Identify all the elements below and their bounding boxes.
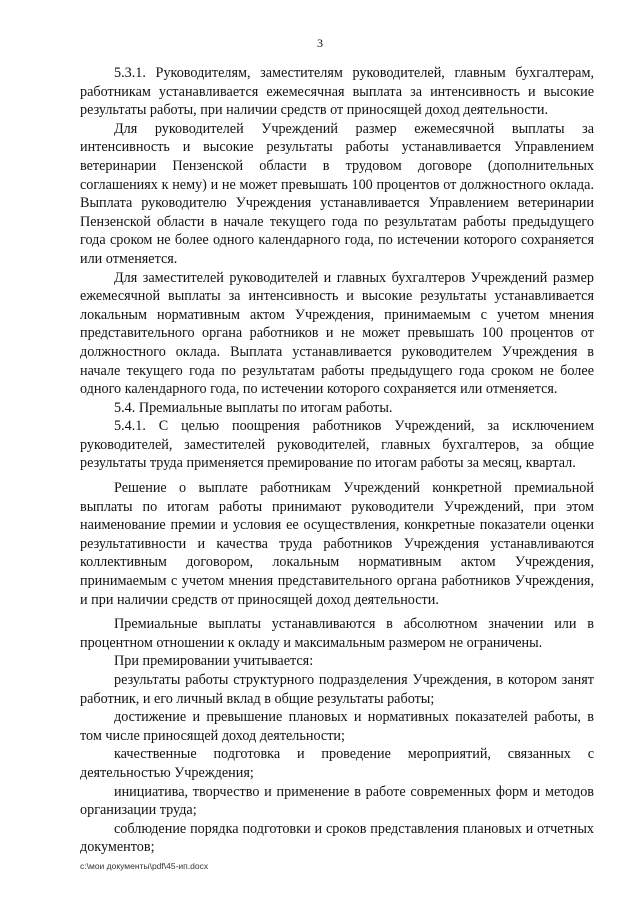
list-item-criterion-reporting: соблюдение порядка подготовки и сроков представления плановых и отчетных документов; bbox=[80, 820, 594, 856]
paragraph-bonus-decision: Решение о выплате работникам Учреждений конкретной премиальной выплаты по итогам работы принимают руководители Учреждений, при этом наименование премии и условия ее осуществления, конкретные показатели оценки результативности и качества труда работников Учреждения устанавливаются коллективным договором, локальным нормативным актом Учреждения, принимаемым с учетом мнения представительного органа работников Учреждения, и при наличии средств от приносящей доход деятельности. bbox=[80, 480, 594, 608]
paragraph-5-4-heading: 5.4. Премиальные выплаты по итогам работы. bbox=[114, 399, 393, 416]
paragraph-5-4-1: 5.4.1. С целью поощрения работников Учреждений, за исключением руководителей, заместителей руководителей, главных бухгалтеров, за общие результаты труда применяется премирование по итогам работы за месяц, квартал. bbox=[80, 418, 594, 472]
list-item-criterion-events: качественные подготовка и проведение мероприятий, связанных с деятельностью Учреждения; bbox=[80, 746, 594, 781]
document-body bbox=[80, 64, 594, 857]
list-item-criterion-initiative: инициатива, творчество и применение в работе современных форм и методов организации труда; bbox=[80, 783, 594, 819]
page-number: 3 bbox=[317, 36, 323, 50]
list-item-criterion-results: результаты работы структурного подразделения Учреждения, в котором занят работник, и его личный вклад в общие результаты работы; bbox=[80, 672, 594, 707]
paragraph-bonus-amount: Премиальные выплаты устанавливаются в абсолютном значении или в процентном отношении к окладу и максимальным размером не ограничены. bbox=[80, 616, 594, 651]
paragraph-bonus-criteria-intro: При премировании учитывается: bbox=[114, 653, 314, 670]
paragraph-heads-payment: Для руководителей Учреждений размер ежемесячной выплаты за интенсивность и высокие результаты работы устанавливается Управлением ветеринарии Пензенской области в трудовом договоре (дополнительных соглашениях к нему) и не может превышать 100 процентов от должностного оклада. Выплата руководителю Учреждения устанавливается Управлением ветеринарии Пензенской области в начале текущего года по результатам работы предыдущего года сроком не более одного календарного года, по истечении которого сохраняется или отменяется. bbox=[80, 120, 594, 267]
list-item-criterion-targets: достижение и превышение плановых и нормативных показателей работы, в том числе приносящей доход деятельности; bbox=[80, 709, 594, 744]
paragraph-deputies-payment: Для заместителей руководителей и главных бухгалтеров Учреждений размер ежемесячной выплаты за интенсивность и высокие результаты устанавливается локальным нормативным актом Учреждения, принимаемым с учетом мнения представительного органа работников и не может превышать 100 процентов от должностного оклада. Выплата устанавливается руководителем Учреждения в начале текущего года по результатам работы предыдущего года сроком не более одного календарного года, по истечении которого сохраняется или отменяется. bbox=[80, 269, 594, 398]
paragraph-5-3-1: 5.3.1. Руководителям, заместителям руководителей, главным бухгалтерам, работникам устанавливается ежемесячная выплата за интенсивность и высокие результаты работы, при наличии средств от приносящей доход деятельности. bbox=[80, 65, 594, 119]
file-path-footer: c:\мои документы\pdf\45-ип.docx bbox=[80, 861, 209, 871]
